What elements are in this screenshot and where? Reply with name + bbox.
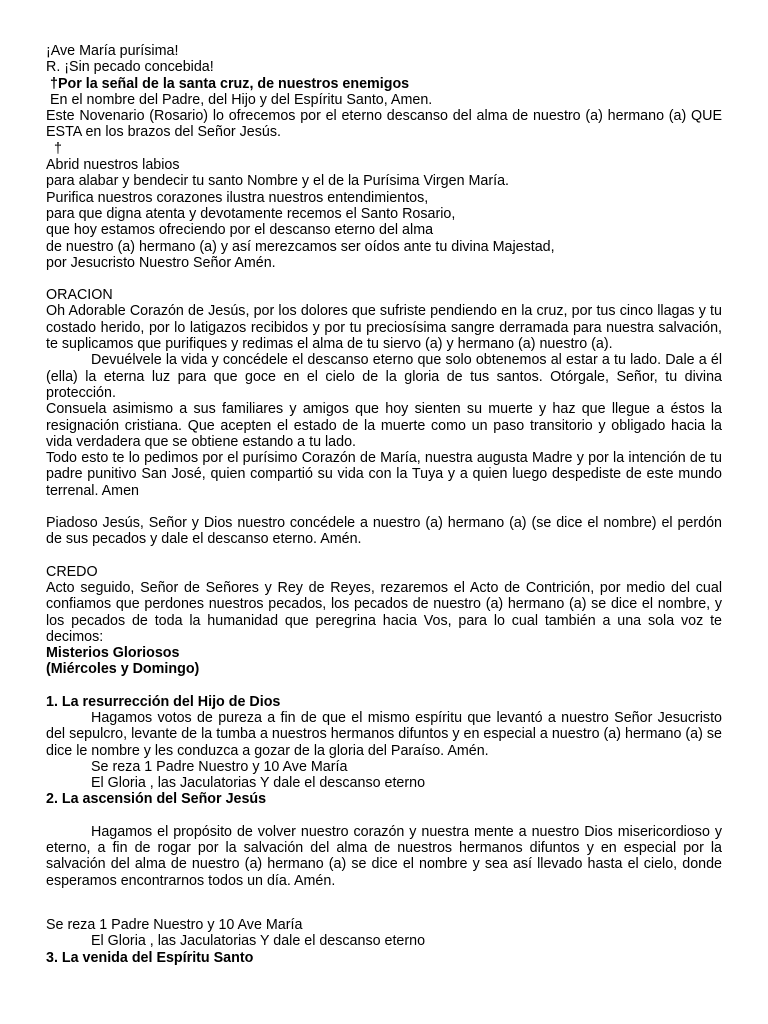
trinity-line: En el nombre del Padre, del Hijo y del Espíritu Santo, Amen. xyxy=(49,91,433,108)
cross-glyph: † xyxy=(49,75,58,92)
invocation-line: que hoy estamos ofreciendo por el descanso eterno del alma xyxy=(46,222,434,239)
oracion-paragraph: Devuélvele la vida y concédele el descanso eterno que solo obtenemos al estar a tu lado. Dale a él (ella) la eterna luz para que goce en el cielo de la gloria de tus santos. Otórgale, Señor, tu divina protección. xyxy=(46,352,722,401)
opening-line-2: R. ¡Sin pecado concebida! xyxy=(46,59,214,76)
sign-of-cross-heading: †Por la señal de la santa cruz, de nuestros enemigos xyxy=(49,75,410,92)
mystery-3-heading: 3. La venida del Espíritu Santo xyxy=(46,949,254,966)
invocation-line: de nuestro (a) hermano (a) y así merezcamos ser oídos ante tu divina Majestad, xyxy=(46,238,555,255)
oracion-paragraph: Oh Adorable Corazón de Jesús, por los dolores que sufriste pendiendo en la cruz, por tus cinco llagas y tu costado herido, por lo latigazos recibidos y por tu preciosísima sangre derramada para nuestra salvación, te suplicamos que purifiques y redimas el alma de tu siervo (a) y hermano (a) nuestro (a). xyxy=(46,303,722,353)
mystery-1-rezo: Se reza 1 Padre Nuestro y 10 Ave María xyxy=(91,758,348,775)
mystery-2-rezo: Se reza 1 Padre Nuestro y 10 Ave María xyxy=(46,916,303,933)
cross-glyph: † xyxy=(53,140,62,157)
mystery-2-gloria: El Gloria , las Jaculatorias Y dale el descanso eterno xyxy=(91,933,426,950)
opening-line-1: ¡Ave María purísima! xyxy=(46,43,179,59)
piadoso-paragraph: Piadoso Jesús, Señor y Dios nuestro concédele a nuestro (a) hermano (a) (se dice el nombre) el perdón de sus pecados y dale el descanso eterno. Amén. xyxy=(46,515,722,548)
cross-glyph-line xyxy=(46,141,722,157)
credo-heading: CREDO xyxy=(46,563,98,580)
oracion-paragraph: Consuela asimismo a sus familiares y amigos que hoy sienten su muerte y haz que llegue a éstos la resignación cristiana. Que acepten el estado de la muerte como un paso transitorio y obligado hacia la vida verdadera que se obtiene estando a tu lado. xyxy=(46,401,722,450)
invocation-line: Purifica nuestros corazones ilustra nuestros entendimientos, xyxy=(46,189,429,206)
invocation-line: Abrid nuestros labios xyxy=(46,157,180,174)
oracion-paragraph: Todo esto te lo pedimos por el purísimo Corazón de María, nuestra augusta Madre y por la intención de tu padre punitivo San José, quien compartió su vida con la Tuya y a quien luego despediste de este mundo terrenal. Amen xyxy=(46,450,722,499)
mystery-1-text: Hagamos votos de pureza a fin de que el mismo espíritu que levantó a nuestro Señor Jesucristo del sepulcro, levante de la tumba a nuestros hermanos difuntos y en especial a nuestro (a) hermano (a) se dice le nombre y les conduzca a gozar de la gloria del Paraíso. Amén. xyxy=(46,709,722,759)
mystery-1-gloria: El Gloria , las Jaculatorias Y dale el descanso eterno xyxy=(91,775,426,792)
invocation-line: por Jesucristo Nuestro Señor Amén. xyxy=(46,254,276,271)
misterios-heading: Misterios Gloriosos xyxy=(46,645,180,662)
misterios-days: (Miércoles y Domingo) xyxy=(46,661,200,678)
mystery-1-heading: 1. La resurrección del Hijo de Dios xyxy=(46,693,281,710)
oracion-heading: ORACION xyxy=(46,287,113,304)
credo-paragraph: Acto seguido, Señor de Señores y Rey de Reyes, rezaremos el Acto de Contrición, por medio del cual confiamos que perdones nuestros pecados, los pecados de nuestro (a) hermano (a) se dice el nombre, y los pecados de toda la humanidad que peregrina hacia Vos, para lo cual también a una sola voz te decimos: xyxy=(46,579,722,645)
novenario-paragraph: Este Novenario (Rosario) lo ofrecemos por el eterno descanso del alma de nuestro (a) hermano (a) QUE ESTA en los brazos del Señor Jesús. xyxy=(46,108,722,141)
mystery-2-heading: 2. La ascensión del Señor Jesús xyxy=(46,791,267,808)
invocation-line: para que digna atenta y devotamente recemos el Santo Rosario, xyxy=(46,205,456,222)
invocation-line: para alabar y bendecir tu santo Nombre y el de la Purísima Virgen María. xyxy=(46,173,510,190)
mystery-2-text: Hagamos el propósito de volver nuestro corazón y nuestra mente a nuestro Dios misericordioso y eterno, a fin de rogar por la salvación del alma de nuestros hermanos difuntos y en especial por la salvación del alma de nuestro (a) hermano (a) se dice el nombre y sea así llevado hasta el cielo, donde esperamos encontrarnos todos un día. Amén. xyxy=(46,823,722,889)
